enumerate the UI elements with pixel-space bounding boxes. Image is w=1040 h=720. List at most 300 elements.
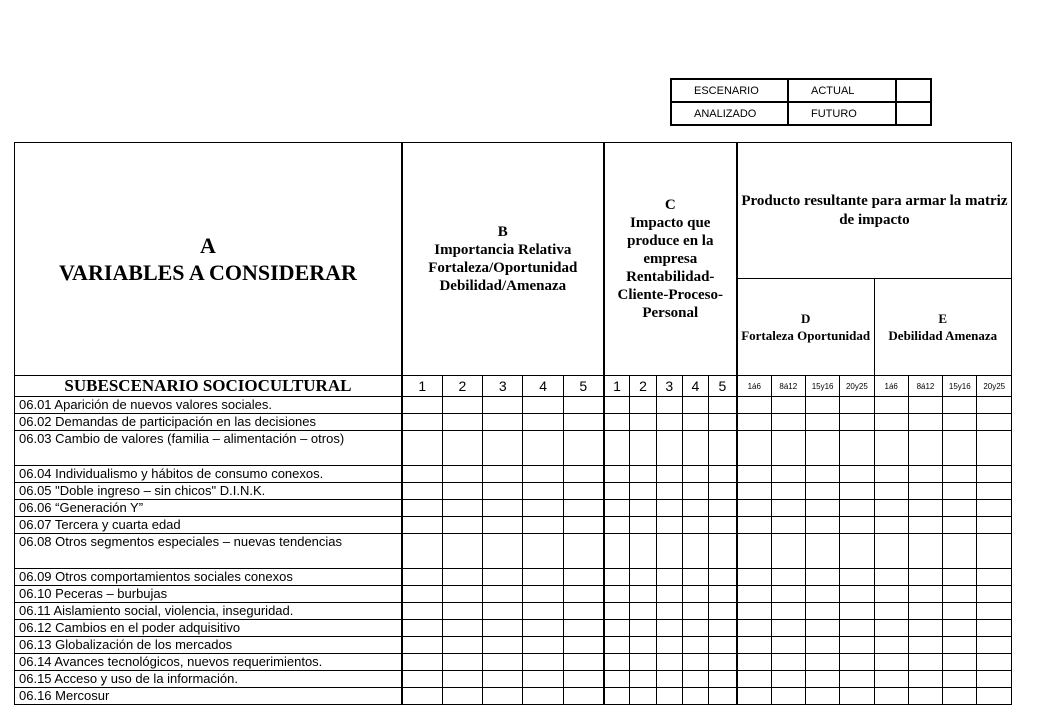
rating-cell[interactable]	[771, 517, 805, 534]
rating-cell[interactable]	[563, 517, 603, 534]
rating-cell[interactable]	[563, 483, 603, 500]
rating-cell[interactable]	[563, 620, 603, 637]
rating-cell[interactable]	[737, 483, 771, 500]
rating-cell[interactable]	[523, 688, 563, 705]
scale-c-3: 3	[656, 376, 682, 397]
rating-cell[interactable]	[805, 534, 839, 569]
rating-cell[interactable]	[656, 671, 682, 688]
rating-cell[interactable]	[656, 500, 682, 517]
rating-cell[interactable]	[771, 534, 805, 569]
rating-cell[interactable]	[523, 603, 563, 620]
rating-cell[interactable]	[523, 517, 563, 534]
rating-cell[interactable]	[656, 466, 682, 483]
rating-cell[interactable]	[908, 620, 942, 637]
rating-cell[interactable]	[737, 569, 771, 586]
rating-cell[interactable]	[656, 534, 682, 569]
rating-cell[interactable]	[630, 500, 656, 517]
rating-cell[interactable]	[943, 397, 977, 414]
rating-cell[interactable]	[977, 620, 1012, 637]
rating-cell[interactable]	[737, 397, 771, 414]
rating-cell[interactable]	[805, 397, 839, 414]
rating-cell[interactable]	[840, 603, 874, 620]
rating-cell[interactable]	[656, 517, 682, 534]
rating-cell[interactable]	[682, 397, 708, 414]
rating-cell[interactable]	[523, 397, 563, 414]
rating-cell[interactable]	[943, 637, 977, 654]
rating-cell[interactable]	[402, 671, 442, 688]
header-a-title: VARIABLES A CONSIDERAR	[59, 260, 357, 285]
rating-cell[interactable]	[709, 586, 737, 603]
rating-cell[interactable]	[483, 654, 523, 671]
scenario-actual-checkbox[interactable]	[896, 79, 931, 102]
rating-cell[interactable]	[709, 671, 737, 688]
rating-cell[interactable]	[604, 483, 630, 500]
rating-cell[interactable]	[402, 637, 442, 654]
rating-cell[interactable]	[483, 620, 523, 637]
rating-cell[interactable]	[977, 517, 1012, 534]
rating-cell[interactable]	[563, 466, 603, 483]
rating-cell[interactable]	[874, 586, 908, 603]
rating-cell[interactable]	[805, 603, 839, 620]
rating-cell[interactable]	[402, 414, 442, 431]
rating-cell[interactable]	[874, 466, 908, 483]
rating-cell[interactable]	[563, 534, 603, 569]
rating-cell[interactable]	[563, 414, 603, 431]
rating-cell[interactable]	[656, 637, 682, 654]
rating-cell[interactable]	[977, 671, 1012, 688]
rating-cell[interactable]	[483, 688, 523, 705]
rating-cell[interactable]	[483, 466, 523, 483]
rating-cell[interactable]	[682, 620, 708, 637]
rating-cell[interactable]	[874, 671, 908, 688]
rating-cell[interactable]	[840, 688, 874, 705]
rating-cell[interactable]	[630, 466, 656, 483]
rating-cell[interactable]	[604, 431, 630, 466]
rating-cell[interactable]	[737, 603, 771, 620]
rating-cell[interactable]	[908, 569, 942, 586]
rating-cell[interactable]	[709, 483, 737, 500]
rating-cell[interactable]	[604, 534, 630, 569]
rating-cell[interactable]	[630, 569, 656, 586]
rating-cell[interactable]	[442, 517, 482, 534]
rating-cell[interactable]	[709, 466, 737, 483]
rating-cell[interactable]	[771, 414, 805, 431]
rating-cell[interactable]	[908, 671, 942, 688]
rating-cell[interactable]	[737, 637, 771, 654]
rating-cell[interactable]	[442, 688, 482, 705]
rating-cell[interactable]	[840, 637, 874, 654]
rating-cell[interactable]	[402, 517, 442, 534]
rating-cell[interactable]	[442, 397, 482, 414]
rating-cell[interactable]	[709, 688, 737, 705]
rating-cell[interactable]	[709, 637, 737, 654]
rating-cell[interactable]	[840, 466, 874, 483]
rating-cell[interactable]	[523, 569, 563, 586]
rating-cell[interactable]	[805, 688, 839, 705]
rating-cell[interactable]	[840, 569, 874, 586]
rating-cell[interactable]	[908, 414, 942, 431]
rating-cell[interactable]	[442, 534, 482, 569]
rating-cell[interactable]	[709, 569, 737, 586]
rating-cell[interactable]	[874, 688, 908, 705]
rating-cell[interactable]	[604, 397, 630, 414]
rating-cell[interactable]	[908, 517, 942, 534]
rating-cell[interactable]	[943, 620, 977, 637]
rating-cell[interactable]	[682, 603, 708, 620]
header-e	[874, 279, 1011, 376]
scenario-futuro-checkbox[interactable]	[896, 102, 931, 125]
rating-cell[interactable]	[771, 569, 805, 586]
rating-cell[interactable]	[483, 397, 523, 414]
rating-cell[interactable]	[977, 431, 1012, 466]
rating-cell[interactable]	[977, 637, 1012, 654]
rating-cell[interactable]	[523, 500, 563, 517]
rating-cell[interactable]	[483, 586, 523, 603]
rating-cell[interactable]	[737, 500, 771, 517]
rating-cell[interactable]	[874, 569, 908, 586]
rating-cell[interactable]	[943, 500, 977, 517]
rating-cell[interactable]	[805, 671, 839, 688]
rating-cell[interactable]	[805, 500, 839, 517]
rating-cell[interactable]	[483, 483, 523, 500]
rating-cell[interactable]	[442, 500, 482, 517]
rating-cell[interactable]	[523, 671, 563, 688]
rating-cell[interactable]	[656, 483, 682, 500]
rating-cell[interactable]	[630, 586, 656, 603]
rating-cell[interactable]	[630, 654, 656, 671]
rating-cell[interactable]	[908, 586, 942, 603]
rating-cell[interactable]	[523, 620, 563, 637]
rating-cell[interactable]	[402, 397, 442, 414]
scale-b-2: 2	[442, 376, 482, 397]
rating-cell[interactable]	[874, 620, 908, 637]
rating-cell[interactable]	[771, 483, 805, 500]
table-row	[15, 586, 1012, 603]
rating-cell[interactable]	[709, 517, 737, 534]
rating-cell[interactable]	[483, 431, 523, 466]
rating-cell[interactable]	[563, 603, 603, 620]
rating-cell[interactable]	[771, 637, 805, 654]
rating-cell[interactable]	[771, 620, 805, 637]
rating-cell[interactable]	[630, 517, 656, 534]
rating-cell[interactable]	[737, 688, 771, 705]
rating-cell[interactable]	[442, 620, 482, 637]
rating-cell[interactable]	[977, 534, 1012, 569]
rating-cell[interactable]	[402, 688, 442, 705]
rating-cell[interactable]	[563, 637, 603, 654]
rating-cell[interactable]	[604, 637, 630, 654]
rating-cell[interactable]	[682, 414, 708, 431]
rating-cell[interactable]	[840, 483, 874, 500]
rating-cell[interactable]	[771, 654, 805, 671]
rating-cell[interactable]	[656, 688, 682, 705]
rating-cell[interactable]	[442, 671, 482, 688]
rating-cell[interactable]	[943, 603, 977, 620]
rating-cell[interactable]	[402, 466, 442, 483]
rating-cell[interactable]	[630, 671, 656, 688]
rating-cell[interactable]	[682, 500, 708, 517]
rating-cell[interactable]	[771, 431, 805, 466]
rating-cell[interactable]	[563, 688, 603, 705]
rating-cell[interactable]	[709, 603, 737, 620]
rating-cell[interactable]	[604, 500, 630, 517]
rating-cell[interactable]	[630, 603, 656, 620]
rating-cell[interactable]	[977, 466, 1012, 483]
rating-cell[interactable]	[523, 534, 563, 569]
rating-cell[interactable]	[483, 671, 523, 688]
rating-cell[interactable]	[563, 671, 603, 688]
rating-cell[interactable]	[483, 534, 523, 569]
rating-cell[interactable]	[604, 688, 630, 705]
rating-cell[interactable]	[874, 500, 908, 517]
rating-cell[interactable]	[630, 534, 656, 569]
rating-cell[interactable]	[737, 414, 771, 431]
rating-cell[interactable]	[402, 654, 442, 671]
rating-cell[interactable]	[840, 397, 874, 414]
range-d-4: 20y25	[840, 376, 874, 397]
rating-cell[interactable]	[630, 637, 656, 654]
rating-cell[interactable]	[874, 483, 908, 500]
rating-cell[interactable]	[442, 483, 482, 500]
rating-cell[interactable]	[943, 483, 977, 500]
rating-cell[interactable]	[656, 569, 682, 586]
rating-cell[interactable]	[805, 620, 839, 637]
rating-cell[interactable]	[483, 517, 523, 534]
rating-cell[interactable]	[805, 637, 839, 654]
rating-cell[interactable]	[709, 620, 737, 637]
rating-cell[interactable]	[523, 466, 563, 483]
rating-cell[interactable]	[840, 671, 874, 688]
rating-cell[interactable]	[943, 517, 977, 534]
rating-cell[interactable]	[737, 431, 771, 466]
rating-cell[interactable]	[805, 431, 839, 466]
rating-cell[interactable]	[805, 466, 839, 483]
rating-cell[interactable]	[682, 671, 708, 688]
rating-cell[interactable]	[682, 637, 708, 654]
rating-cell[interactable]	[630, 688, 656, 705]
rating-cell[interactable]	[563, 569, 603, 586]
rating-cell[interactable]	[682, 569, 708, 586]
rating-cell[interactable]	[737, 620, 771, 637]
rating-cell[interactable]	[874, 414, 908, 431]
rating-cell[interactable]	[709, 654, 737, 671]
rating-cell[interactable]	[977, 603, 1012, 620]
rating-cell[interactable]	[874, 637, 908, 654]
rating-cell[interactable]	[709, 414, 737, 431]
rating-cell[interactable]	[709, 500, 737, 517]
rating-cell[interactable]	[523, 586, 563, 603]
rating-cell[interactable]	[604, 620, 630, 637]
rating-cell[interactable]	[656, 603, 682, 620]
rating-cell[interactable]	[442, 569, 482, 586]
rating-cell[interactable]	[402, 483, 442, 500]
rating-cell[interactable]	[709, 397, 737, 414]
rating-cell[interactable]	[630, 414, 656, 431]
rating-cell[interactable]	[630, 620, 656, 637]
rating-cell[interactable]	[908, 466, 942, 483]
rating-cell[interactable]	[563, 431, 603, 466]
rating-cell[interactable]	[709, 534, 737, 569]
rating-cell[interactable]	[563, 586, 603, 603]
rating-cell[interactable]	[771, 397, 805, 414]
rating-cell[interactable]	[656, 586, 682, 603]
rating-cell[interactable]	[943, 586, 977, 603]
rating-cell[interactable]	[771, 671, 805, 688]
variable-label: 06.04 Individualismo y hábitos de consumo conexos.	[15, 466, 402, 483]
rating-cell[interactable]	[442, 603, 482, 620]
scenario-option-actual: ACTUAL	[788, 79, 896, 102]
rating-cell[interactable]	[977, 483, 1012, 500]
rating-cell[interactable]	[977, 414, 1012, 431]
variable-label: 06.12 Cambios en el poder adquisitivo	[15, 620, 402, 637]
rating-cell[interactable]	[943, 534, 977, 569]
rating-cell[interactable]	[943, 466, 977, 483]
rating-cell[interactable]	[908, 603, 942, 620]
rating-cell[interactable]	[682, 534, 708, 569]
rating-cell[interactable]	[483, 637, 523, 654]
rating-cell[interactable]	[908, 397, 942, 414]
rating-cell[interactable]	[771, 688, 805, 705]
rating-cell[interactable]	[874, 534, 908, 569]
rating-cell[interactable]	[682, 688, 708, 705]
rating-cell[interactable]	[771, 466, 805, 483]
rating-cell[interactable]	[908, 500, 942, 517]
rating-cell[interactable]	[523, 431, 563, 466]
rating-cell[interactable]	[523, 654, 563, 671]
rating-cell[interactable]	[630, 483, 656, 500]
rating-cell[interactable]	[523, 483, 563, 500]
rating-cell[interactable]	[682, 483, 708, 500]
rating-cell[interactable]	[483, 500, 523, 517]
rating-cell[interactable]	[630, 431, 656, 466]
rating-cell[interactable]	[656, 431, 682, 466]
rating-cell[interactable]	[840, 414, 874, 431]
rating-cell[interactable]	[604, 569, 630, 586]
rating-cell[interactable]	[563, 397, 603, 414]
rating-cell[interactable]	[874, 603, 908, 620]
rating-cell[interactable]	[874, 654, 908, 671]
rating-cell[interactable]	[402, 586, 442, 603]
rating-cell[interactable]	[908, 637, 942, 654]
rating-cell[interactable]	[442, 431, 482, 466]
rating-cell[interactable]	[737, 671, 771, 688]
rating-cell[interactable]	[656, 414, 682, 431]
rating-cell[interactable]	[943, 688, 977, 705]
rating-cell[interactable]	[656, 654, 682, 671]
rating-cell[interactable]	[737, 654, 771, 671]
rating-cell[interactable]	[908, 534, 942, 569]
rating-cell[interactable]	[483, 569, 523, 586]
rating-cell[interactable]	[402, 620, 442, 637]
rating-cell[interactable]	[771, 500, 805, 517]
rating-cell[interactable]	[943, 671, 977, 688]
rating-cell[interactable]	[442, 637, 482, 654]
rating-cell[interactable]	[840, 517, 874, 534]
rating-cell[interactable]	[908, 688, 942, 705]
rating-cell[interactable]	[840, 586, 874, 603]
rating-cell[interactable]	[402, 431, 442, 466]
rating-cell[interactable]	[604, 586, 630, 603]
rating-cell[interactable]	[840, 654, 874, 671]
rating-cell[interactable]	[771, 586, 805, 603]
rating-cell[interactable]	[442, 414, 482, 431]
rating-cell[interactable]	[402, 500, 442, 517]
rating-cell[interactable]	[977, 586, 1012, 603]
rating-cell[interactable]	[943, 414, 977, 431]
rating-cell[interactable]	[874, 431, 908, 466]
rating-cell[interactable]	[840, 500, 874, 517]
rating-cell[interactable]	[840, 431, 874, 466]
rating-cell[interactable]	[656, 397, 682, 414]
rating-cell[interactable]	[604, 466, 630, 483]
rating-cell[interactable]	[737, 534, 771, 569]
rating-cell[interactable]	[943, 431, 977, 466]
rating-cell[interactable]	[840, 534, 874, 569]
rating-cell[interactable]	[709, 431, 737, 466]
rating-cell[interactable]	[805, 517, 839, 534]
rating-cell[interactable]	[483, 603, 523, 620]
rating-cell[interactable]	[682, 431, 708, 466]
rating-cell[interactable]	[805, 569, 839, 586]
rating-cell[interactable]	[977, 654, 1012, 671]
rating-cell[interactable]	[523, 414, 563, 431]
rating-cell[interactable]	[805, 483, 839, 500]
rating-cell[interactable]	[908, 483, 942, 500]
rating-cell[interactable]	[604, 654, 630, 671]
rating-cell[interactable]	[943, 654, 977, 671]
rating-cell[interactable]	[908, 654, 942, 671]
rating-cell[interactable]	[402, 569, 442, 586]
rating-cell[interactable]	[737, 586, 771, 603]
rating-cell[interactable]	[442, 654, 482, 671]
rating-cell[interactable]	[805, 654, 839, 671]
rating-cell[interactable]	[874, 517, 908, 534]
rating-cell[interactable]	[604, 603, 630, 620]
rating-cell[interactable]	[908, 431, 942, 466]
rating-cell[interactable]	[682, 654, 708, 671]
rating-cell[interactable]	[805, 586, 839, 603]
rating-cell[interactable]	[737, 517, 771, 534]
rating-cell[interactable]	[604, 414, 630, 431]
rating-cell[interactable]	[630, 397, 656, 414]
rating-cell[interactable]	[682, 517, 708, 534]
rating-cell[interactable]	[977, 500, 1012, 517]
rating-cell[interactable]	[523, 637, 563, 654]
rating-cell[interactable]	[805, 414, 839, 431]
rating-cell[interactable]	[874, 397, 908, 414]
rating-cell[interactable]	[682, 586, 708, 603]
rating-cell[interactable]	[563, 654, 603, 671]
rating-cell[interactable]	[977, 688, 1012, 705]
rating-cell[interactable]	[737, 466, 771, 483]
rating-cell[interactable]	[402, 534, 442, 569]
rating-cell[interactable]	[977, 397, 1012, 414]
scale-c-4: 4	[682, 376, 708, 397]
rating-cell[interactable]	[771, 603, 805, 620]
rating-cell[interactable]	[840, 620, 874, 637]
rating-cell[interactable]	[442, 586, 482, 603]
rating-cell[interactable]	[682, 466, 708, 483]
rating-cell[interactable]	[563, 500, 603, 517]
rating-cell[interactable]	[943, 569, 977, 586]
rating-cell[interactable]	[402, 603, 442, 620]
rating-cell[interactable]	[656, 620, 682, 637]
rating-cell[interactable]	[604, 671, 630, 688]
rating-cell[interactable]	[604, 517, 630, 534]
rating-cell[interactable]	[483, 414, 523, 431]
rating-cell[interactable]	[977, 569, 1012, 586]
rating-cell[interactable]	[442, 466, 482, 483]
